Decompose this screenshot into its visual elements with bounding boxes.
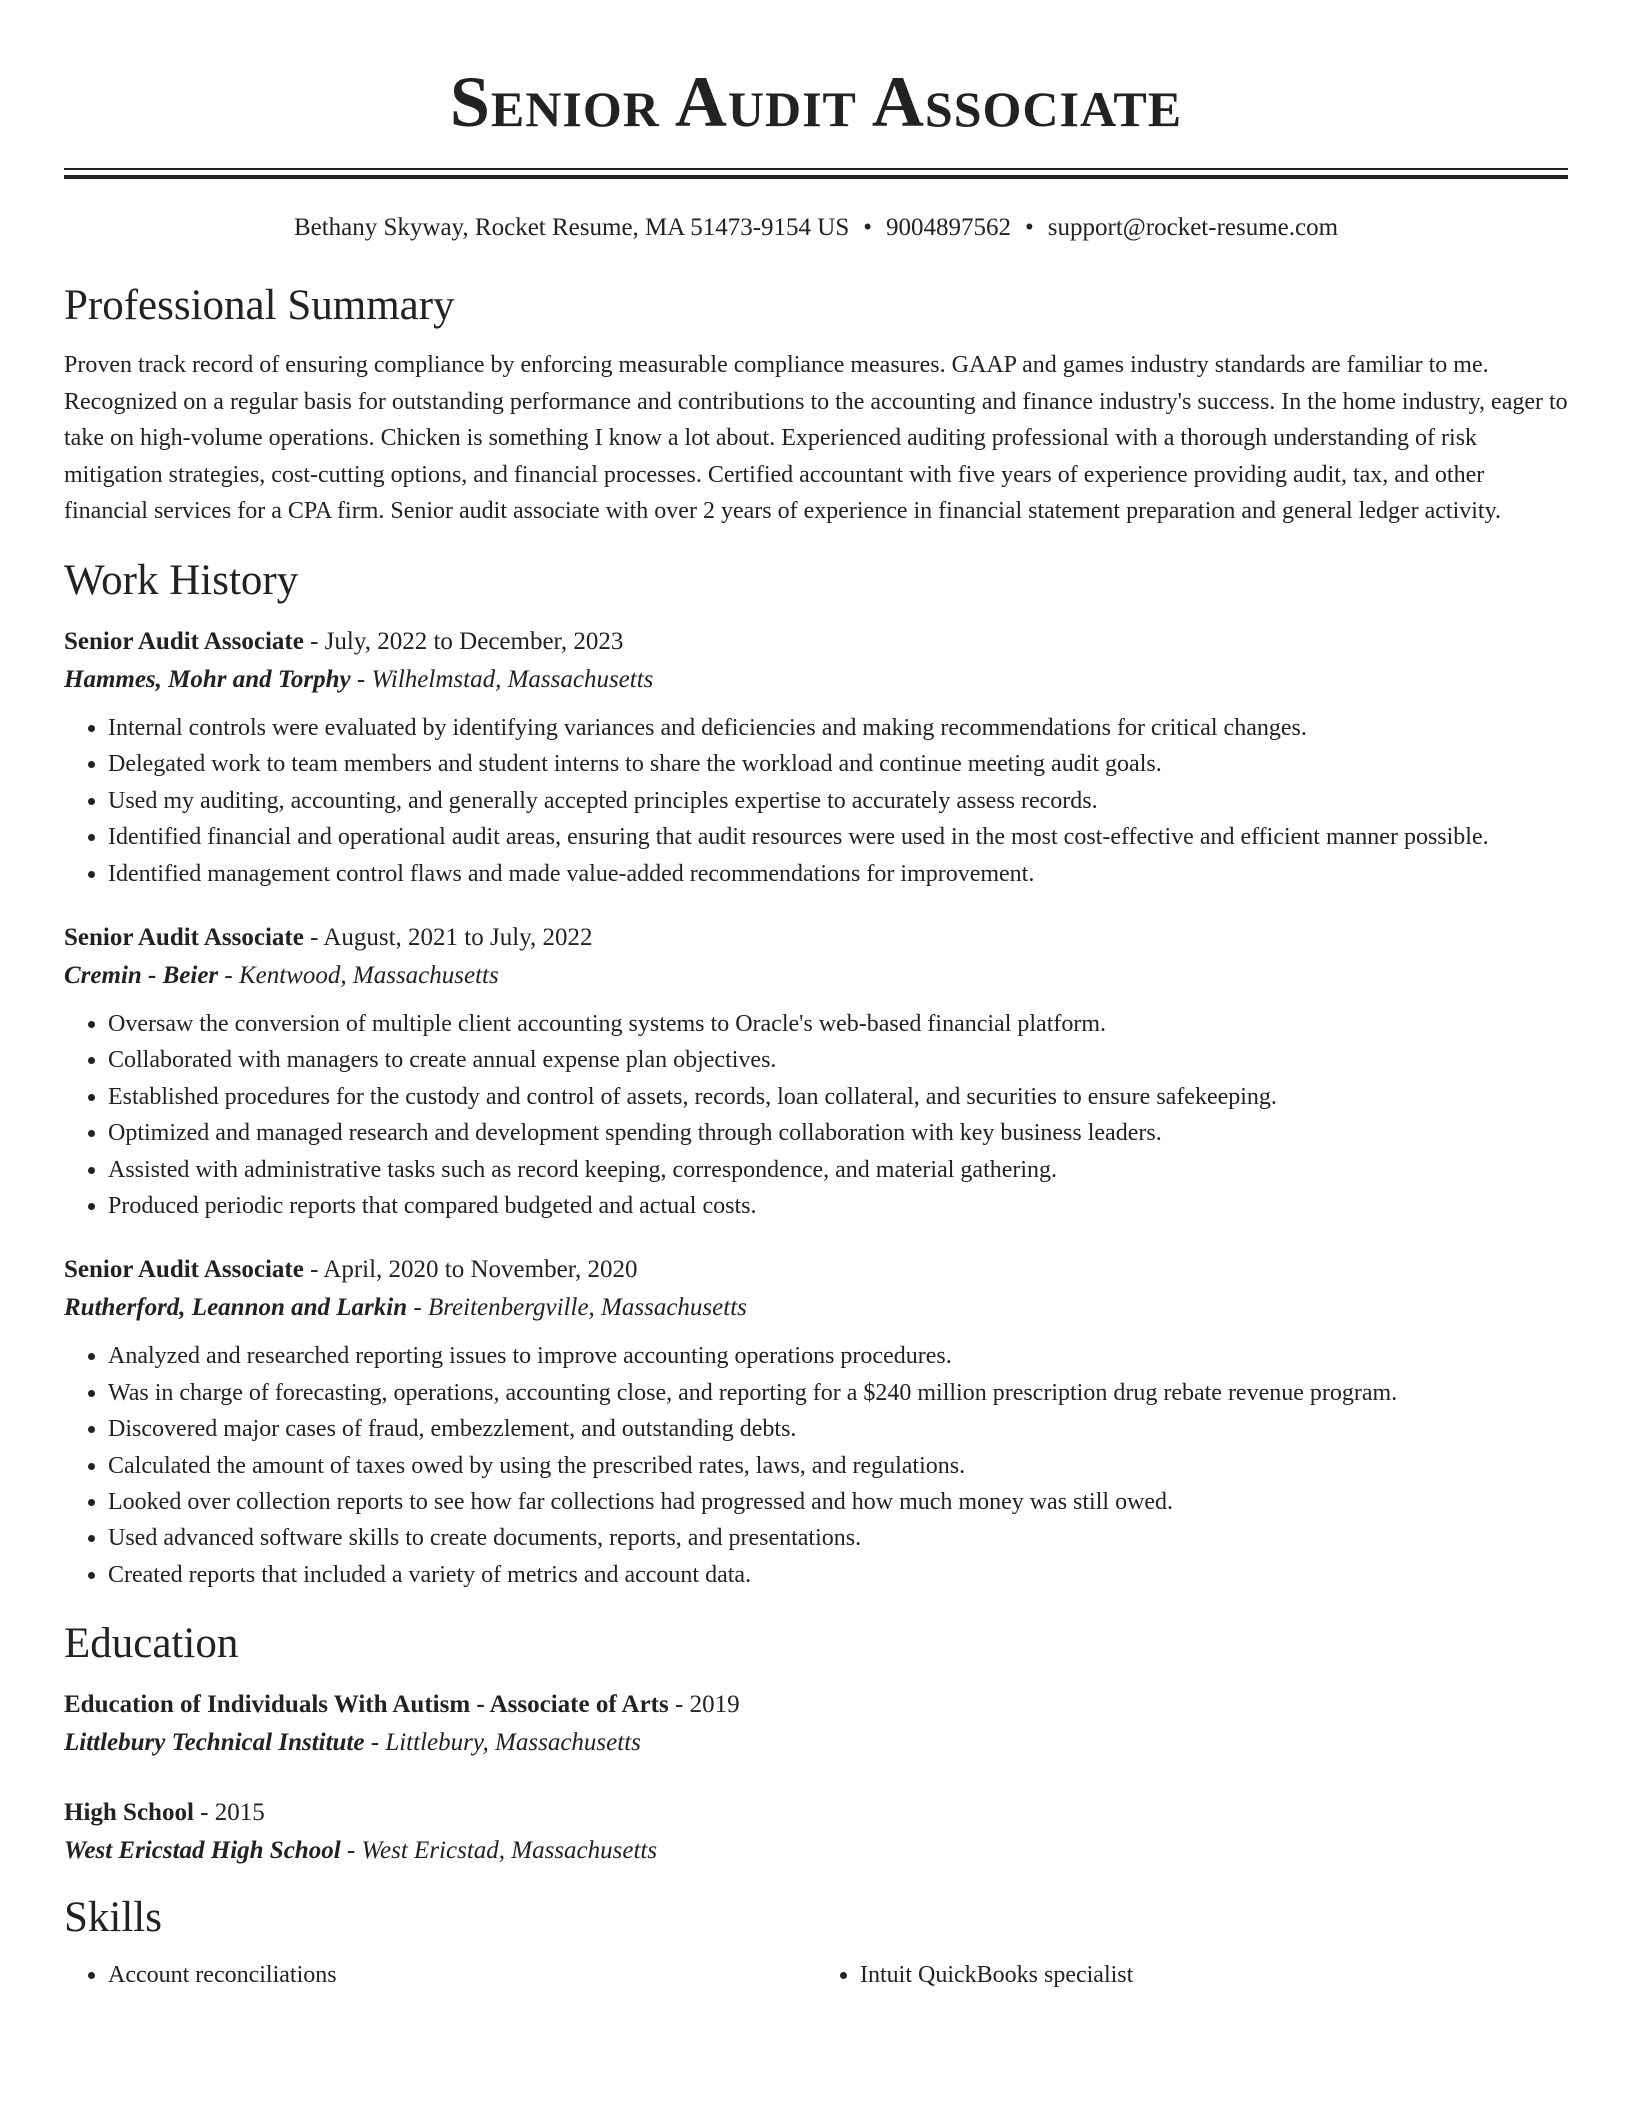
job-duty-item: • Produced periodic reports that compared budgeted and actual costs. — [108, 1188, 1568, 1224]
education-location: - West Ericstad, Massachusetts — [340, 1837, 658, 1865]
skills-column-right — [816, 1957, 1568, 1993]
education-school: West Ericstad High School — [64, 1837, 341, 1865]
job-duties-list — [64, 710, 1568, 892]
job-duty-item: • Oversaw the conversion of multiple client accounting systems to Oracle's web-based financial platform. — [108, 1006, 1568, 1042]
job-company: Rutherford, Leannon and Larkin — [64, 1294, 408, 1322]
job-title-line — [64, 922, 1568, 954]
job-employer-line — [64, 1292, 1568, 1324]
education-degree-line — [64, 1797, 1568, 1829]
job-duty-item: • Used my auditing, accounting, and generally accepted principles expertise to accurately assess records. — [108, 783, 1568, 819]
title-divider-thick — [64, 175, 1568, 179]
job-duty-item: • Assisted with administrative tasks such as record keeping, correspondence, and material gathering. — [108, 1152, 1568, 1188]
contact-address: Bethany Skyway, Rocket Resume, MA 51473-9154 US — [293, 214, 850, 241]
job-duty-item: • Internal controls were evaluated by identifying variances and deficiencies and making recommendations for critical changes. — [108, 710, 1568, 746]
contact-email: support@rocket-resume.com — [1047, 214, 1339, 241]
work-history-heading: Work History — [64, 556, 299, 604]
job-duty-item: • Identified financial and operational audit areas, ensuring that audit resources were used in the most cost-effective and efficient manner possible. — [108, 819, 1568, 855]
job-duty-item: • Optimized and managed research and development spending through collaboration with key business leaders. — [108, 1115, 1568, 1151]
education-school-line — [64, 1835, 1568, 1867]
education-entry — [64, 1689, 1568, 1759]
summary-heading: Professional Summary — [64, 282, 455, 329]
education-heading: Education — [64, 1620, 239, 1668]
job-dates: - July, 2022 to December, 2023 — [303, 627, 624, 655]
education-school-line — [64, 1727, 1568, 1759]
education-year: - 2015 — [193, 1799, 265, 1827]
job-duty-item: • Discovered major cases of fraud, embezzlement, and outstanding debts. — [108, 1411, 1568, 1447]
job-dates: - April, 2020 to November, 2020 — [303, 1256, 638, 1284]
education-degree-line — [64, 1689, 1568, 1721]
education-entry — [64, 1797, 1568, 1867]
summary-text: Proven track record of ensuring compliance by enforcing measurable compliance measures. GAAP and games industry standards are familiar to me. Recognized on a regular basis for outstanding performance and contributions to the accounting and finance industry's success. In the home industry, eager to take on high-volume operations. Chicken is something I know a lot about. Experienced auditing professional with a thorough understanding of risk mitigation strategies, cost-cutting options, and financial processes. Certified accountant with five years of experience providing audit, tax, and other financial services for a CPA firm. Senior audit associate with over 2 years of experience in financial statement preparation and general ledger activity. — [64, 352, 1568, 525]
contact-separator: • — [1025, 214, 1034, 241]
job-title-line — [64, 626, 1568, 658]
education-year: - 2019 — [668, 1691, 740, 1719]
job-dates: - August, 2021 to July, 2022 — [303, 924, 593, 951]
education-location: - Littlebury, Massachusetts — [364, 1729, 641, 1757]
contact-phone: 9004897562 — [886, 214, 1011, 241]
title-divider-thin — [64, 168, 1568, 170]
job-entry — [64, 626, 1568, 892]
job-title: Senior Audit Associate — [64, 627, 304, 655]
job-entry — [64, 922, 1568, 1224]
education-degree: High School — [64, 1799, 194, 1827]
job-duty-item: • Used advanced software skills to create documents, reports, and presentations. — [108, 1520, 1568, 1556]
job-title: Senior Audit Associate — [64, 924, 304, 951]
job-duty-item: • Looked over collection reports to see how far collections had progressed and how much money was still owed. — [108, 1484, 1568, 1520]
skills-column-left — [64, 1957, 816, 1993]
job-duties-list — [64, 1006, 1568, 1224]
skill-item: • Account reconciliations — [108, 1957, 816, 1993]
job-title: Senior Audit Associate — [64, 1256, 304, 1284]
education-school: Littlebury Technical Institute — [64, 1729, 365, 1757]
job-title-line — [64, 1254, 1568, 1286]
job-duties-list — [64, 1338, 1568, 1593]
skill-item: • Intuit QuickBooks specialist — [860, 1957, 1568, 1993]
job-duty-item: • Created reports that included a variety of metrics and account data. — [108, 1557, 1568, 1593]
contact-line — [64, 213, 1568, 243]
job-location: - Wilhelmstad, Massachusetts — [350, 665, 654, 693]
job-employer-line — [64, 960, 1568, 992]
job-duty-item: • Identified management control flaws and made value-added recommendations for improvement. — [108, 856, 1568, 892]
skills-heading: Skills — [64, 1894, 162, 1942]
skills-list — [64, 1957, 1568, 1993]
education-degree: Education of Individuals With Autism - Associate of Arts — [64, 1691, 669, 1719]
resume-title: Senior Audit Associate — [449, 62, 1183, 142]
job-employer-line — [64, 664, 1568, 696]
job-entry — [64, 1254, 1568, 1593]
contact-separator: • — [863, 214, 872, 241]
job-company: Cremin - Beier — [64, 962, 219, 989]
job-duty-item: • Delegated work to team members and student interns to share the workload and continue meeting audit goals. — [108, 746, 1568, 782]
job-duty-item: • Established procedures for the custody and control of assets, records, loan collateral, and securities to ensure safekeeping. — [108, 1079, 1568, 1115]
job-duty-item: • Was in charge of forecasting, operations, accounting close, and reporting for a $240 million prescription drug rebate revenue program. — [108, 1375, 1568, 1411]
job-location: - Breitenbergville, Massachusetts — [407, 1294, 747, 1322]
job-location: - Kentwood, Massachusetts — [218, 962, 499, 989]
job-duty-item: • Collaborated with managers to create annual expense plan objectives. — [108, 1042, 1568, 1078]
job-duty-item: • Calculated the amount of taxes owed by using the prescribed rates, laws, and regulations. — [108, 1448, 1568, 1484]
job-duty-item: • Analyzed and researched reporting issues to improve accounting operations procedures. — [108, 1338, 1568, 1374]
job-company: Hammes, Mohr and Torphy — [64, 665, 351, 693]
